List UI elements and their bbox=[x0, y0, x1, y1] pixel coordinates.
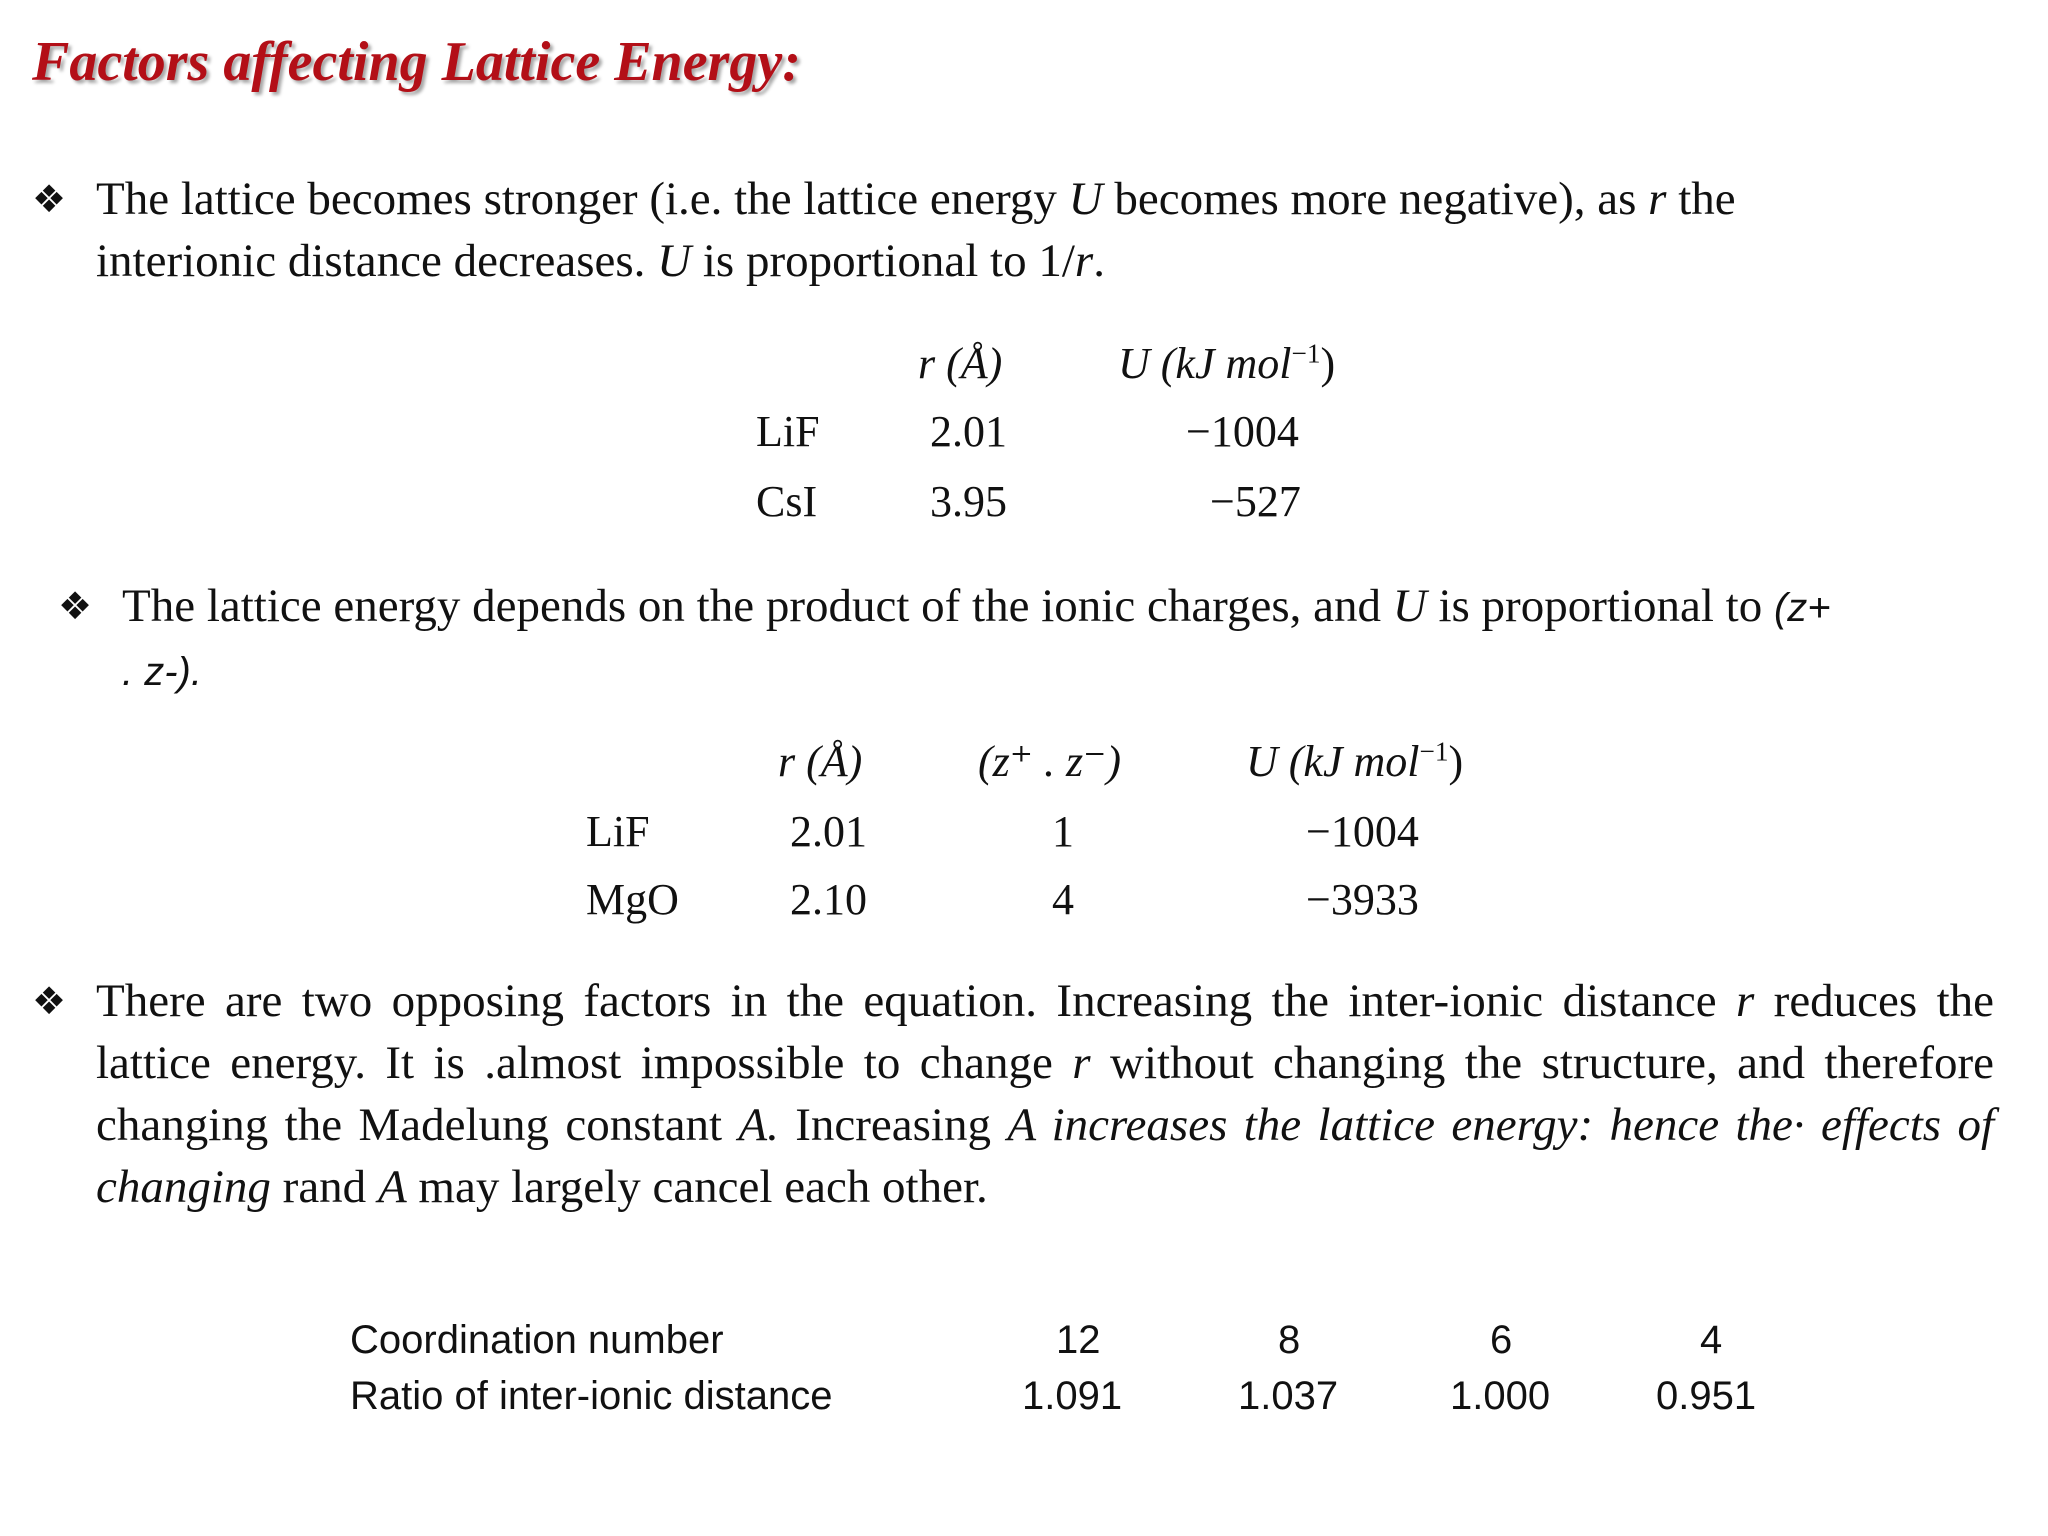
col-header-U: U (kJ mol$^{-1}$) bbox=[1118, 338, 1336, 388]
bullet-2 bbox=[58, 575, 1998, 703]
bullet-3 bbox=[32, 970, 1994, 1218]
row-compound: CsI bbox=[756, 477, 818, 526]
row-U-value: −3933 bbox=[1306, 875, 1419, 924]
row-compound: LiF bbox=[756, 407, 820, 456]
ratio-value: 1.037 bbox=[1238, 1374, 1339, 1418]
row-compound: MgO bbox=[586, 875, 679, 924]
col-header-charge-product: (z⁺ . z⁻) bbox=[978, 737, 1121, 786]
row-r-value: 2.01 bbox=[930, 407, 1007, 456]
ratio-value: 1.000 bbox=[1450, 1374, 1551, 1418]
ratio-value: 1.091 bbox=[1022, 1374, 1123, 1418]
coordination-value: 4 bbox=[1700, 1318, 1723, 1362]
row-label-coordination: Coordination number bbox=[350, 1318, 724, 1362]
row-charge-value: 4 bbox=[1052, 875, 1074, 924]
bullet-2-text: The lattice energy depends on the product of the ionic charges, and U is proportional to (z+ . z-). bbox=[122, 580, 1831, 694]
row-charge-value: 1 bbox=[1052, 807, 1074, 856]
col-header-U: U (kJ mol$^{-1}$) bbox=[1246, 736, 1464, 786]
col-header-r: r (Å) bbox=[778, 737, 863, 786]
four-diamond-bullet-icon: ❖ bbox=[32, 979, 67, 1023]
col-header-r: r (Å) bbox=[918, 339, 1003, 388]
row-compound: LiF bbox=[586, 807, 650, 856]
row-r-value: 2.01 bbox=[790, 807, 867, 856]
row-r-value: 2.10 bbox=[790, 875, 867, 924]
coordination-value: 12 bbox=[1056, 1318, 1101, 1362]
ratio-value: 0.951 bbox=[1656, 1374, 1757, 1418]
bullet-1 bbox=[32, 168, 1892, 292]
four-diamond-bullet-icon: ❖ bbox=[32, 177, 67, 221]
row-r-value: 3.95 bbox=[930, 477, 1007, 526]
row-U-value: −1004 bbox=[1306, 807, 1419, 856]
bullet-1-text: The lattice becomes stronger (i.e. the lattice energy U becomes more negative), as r the interionic distance decreases. U is proportional to 1/r. bbox=[96, 173, 1736, 287]
bullet-3-text: There are two opposing factors in the equation. Increasing the inter-ionic distance r reduces the lattice energy. It is .almost impossible to change r without changing the structure, and therefore changing the Madelung constant A. Increasing A increases the lattice energy: hence the· effects of changing rand A may largely cancel each other. bbox=[96, 975, 1995, 1213]
coordination-value: 8 bbox=[1278, 1318, 1301, 1362]
page-title: Factors affecting Lattice Energy: bbox=[32, 31, 801, 93]
coordination-value: 6 bbox=[1490, 1318, 1513, 1362]
row-U-value: −527 bbox=[1210, 477, 1301, 526]
row-label-ratio: Ratio of inter-ionic distance bbox=[350, 1374, 833, 1418]
row-U-value: −1004 bbox=[1186, 407, 1299, 456]
four-diamond-bullet-icon: ❖ bbox=[58, 584, 93, 628]
